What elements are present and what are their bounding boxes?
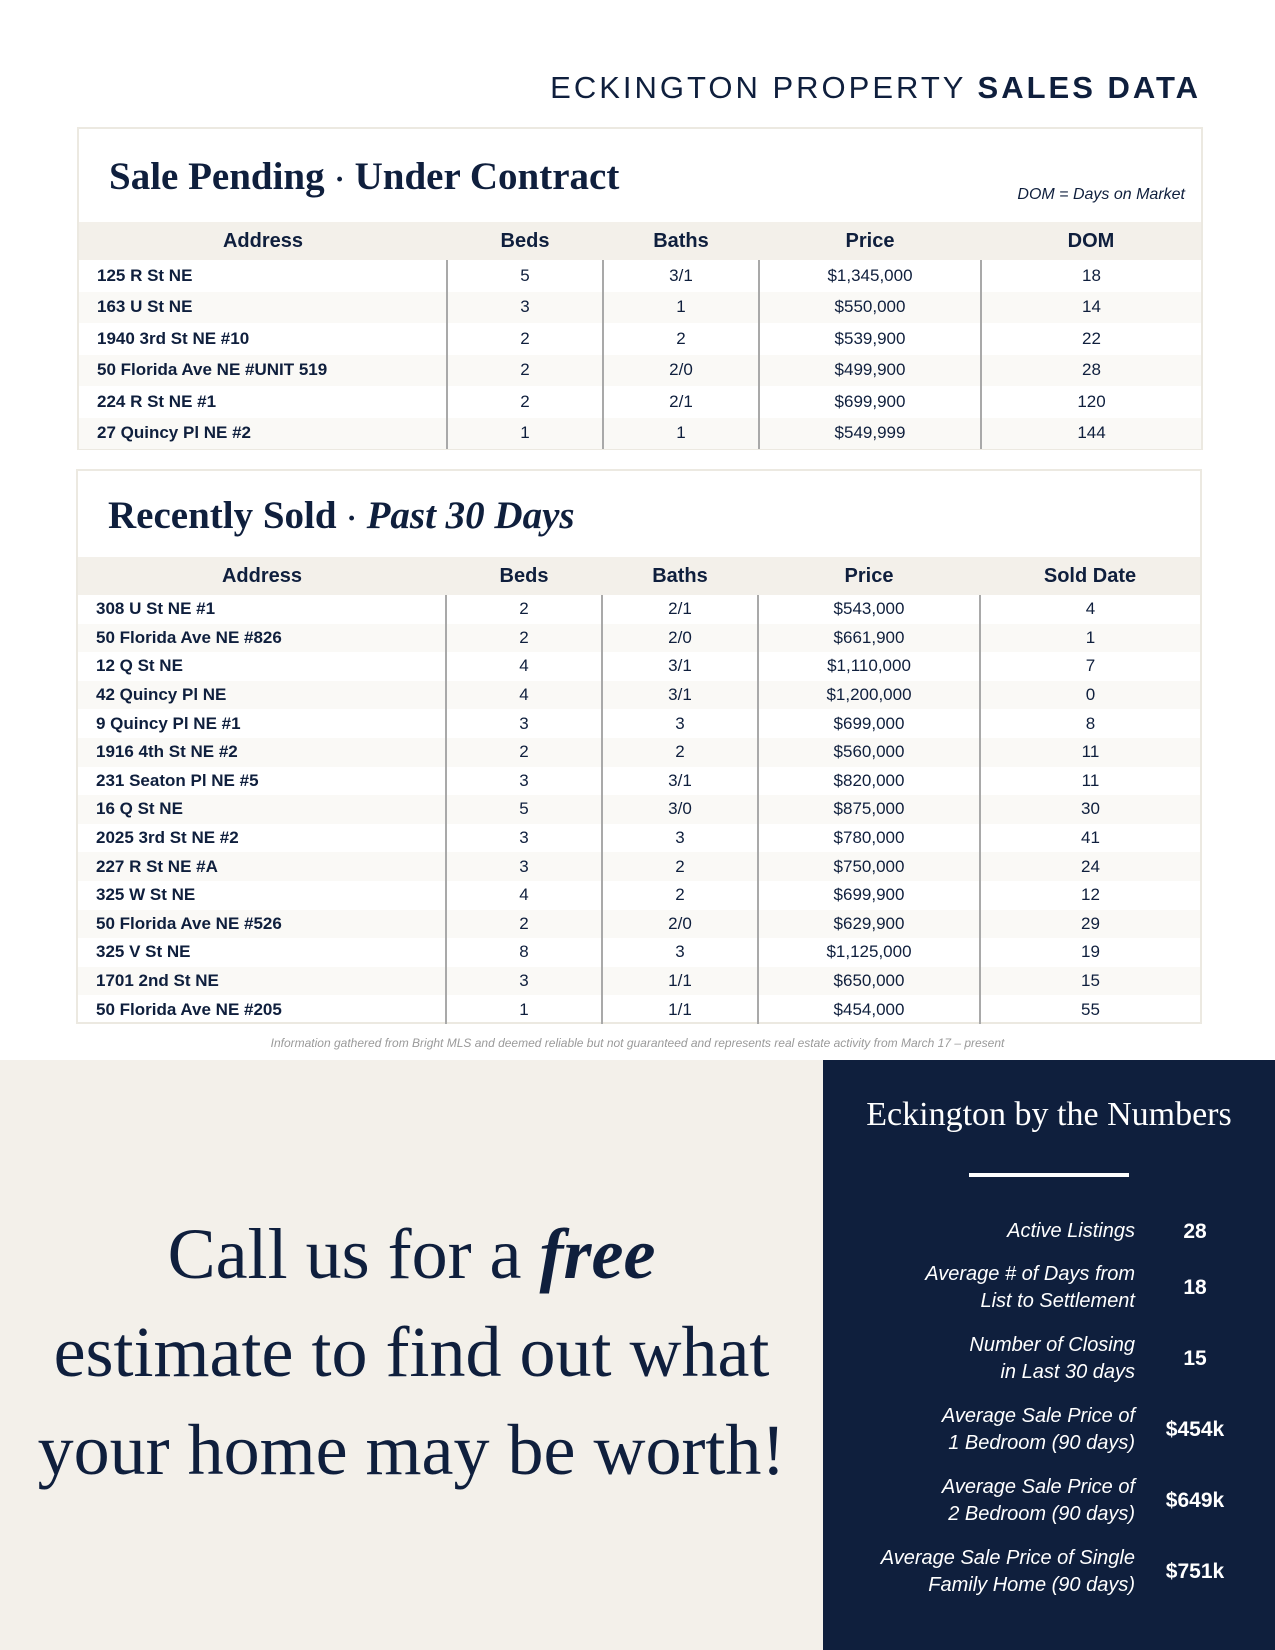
pending-col-address: Address — [79, 222, 447, 260]
table-row — [78, 995, 1200, 1024]
stat-days-to-settlement — [823, 1261, 1275, 1317]
table-row — [78, 624, 1200, 653]
cell-price: $629,900 — [758, 910, 980, 939]
cell-dom: 28 — [981, 355, 1201, 387]
cell-address: 50 Florida Ave NE #UNIT 519 — [79, 355, 447, 387]
sold-header-row — [78, 557, 1200, 595]
pending-heading-main: Sale Pending — [109, 155, 325, 198]
stat-value: $751k — [1165, 1560, 1225, 1583]
sold-col-baths: Baths — [602, 557, 758, 595]
cell-beds: 5 — [446, 795, 602, 824]
pending-header-row — [79, 222, 1201, 260]
stat-label-line: Average # of Days from — [925, 1263, 1135, 1285]
cell-dom: 18 — [981, 260, 1201, 292]
cell-baths: 2 — [602, 738, 758, 767]
cell-price: $780,000 — [758, 824, 980, 853]
title-divider — [969, 1173, 1129, 1177]
cell-price: $661,900 — [758, 624, 980, 653]
cell-beds: 4 — [446, 881, 602, 910]
cell-beds: 8 — [446, 938, 602, 967]
stat-label-line: Family Home (90 days) — [928, 1574, 1135, 1596]
pending-heading-separator: · — [334, 163, 345, 196]
cell-sold-date: 11 — [980, 738, 1200, 767]
cell-address: 163 U St NE — [79, 292, 447, 324]
table-row — [78, 938, 1200, 967]
cell-sold-date: 8 — [980, 709, 1200, 738]
cell-price: $820,000 — [758, 767, 980, 796]
stat-label — [875, 1218, 1135, 1245]
cell-baths: 1/1 — [602, 995, 758, 1024]
cell-beds: 1 — [447, 418, 603, 450]
cell-address: 12 Q St NE — [96, 656, 183, 676]
cell-address: 2025 3rd St NE #2 — [96, 828, 239, 848]
cell-dom: 144 — [981, 418, 1201, 450]
stat-value: 15 — [1183, 1347, 1207, 1370]
cell-beds: 2 — [446, 624, 602, 653]
cta-text — [0, 1205, 823, 1499]
pending-col-dom: DOM — [981, 222, 1201, 260]
cell-address: 227 R St NE #A — [78, 852, 446, 881]
cell-baths: 3/1 — [602, 767, 758, 796]
sold-heading — [108, 493, 575, 538]
cell-baths: 2/0 — [603, 355, 759, 387]
table-row — [78, 824, 1200, 853]
stat-label-line: 1 Bedroom (90 days) — [948, 1432, 1135, 1454]
cell-sold-date: 0 — [980, 681, 1200, 710]
table-row — [79, 323, 1201, 355]
cell-baths: 1 — [603, 418, 759, 450]
cell-baths: 2 — [602, 852, 758, 881]
cell-sold-date: 41 — [980, 824, 1200, 853]
table-row — [78, 652, 1200, 681]
cell-address: 50 Florida Ave NE #205 — [96, 999, 282, 1019]
stat-label-line: List to Settlement — [980, 1290, 1135, 1312]
cell-price: $549,999 — [759, 418, 981, 450]
sold-col-sold-date: Sold Date — [980, 557, 1200, 595]
cell-sold-date: 11 — [980, 767, 1200, 796]
sold-col-price: Price — [758, 557, 980, 595]
cell-baths: 3/1 — [602, 681, 758, 710]
table-row — [79, 292, 1201, 324]
pending-heading — [109, 154, 619, 199]
cell-address: 50 Florida Ave NE #526 — [78, 910, 446, 939]
cell-price: $1,345,000 — [759, 260, 981, 292]
table-row — [79, 260, 1201, 292]
cta-line-2: estimate to find out what — [53, 1312, 770, 1392]
cell-price: $699,000 — [758, 709, 980, 738]
table-row — [79, 386, 1201, 418]
page-title — [550, 70, 1201, 106]
pending-col-baths: Baths — [603, 222, 759, 260]
cell-address: 125 R St NE — [97, 265, 193, 285]
stat-value: $649k — [1165, 1489, 1225, 1512]
cell-price: $875,000 — [758, 795, 980, 824]
dom-note: DOM = Days on Market — [1017, 186, 1185, 203]
cell-baths: 2/1 — [602, 595, 758, 624]
cell-beds: 2 — [447, 355, 603, 387]
pending-table-body — [79, 260, 1201, 449]
table-row — [78, 709, 1200, 738]
table-row — [78, 595, 1200, 624]
cell-price: $699,900 — [759, 386, 981, 418]
cta-line-3: your home may be worth! — [37, 1410, 786, 1490]
table-row — [78, 795, 1200, 824]
cell-baths: 2/0 — [602, 624, 758, 653]
cell-address: 224 R St NE #1 — [97, 391, 217, 411]
stat-label — [875, 1545, 1135, 1599]
cell-sold-date: 15 — [980, 967, 1200, 996]
cell-baths: 2/1 — [603, 386, 759, 418]
sold-panel — [76, 469, 1202, 1024]
stat-label — [875, 1261, 1135, 1315]
cell-sold-date: 7 — [980, 652, 1200, 681]
cell-baths: 3/1 — [602, 652, 758, 681]
cell-dom: 120 — [981, 386, 1201, 418]
stat-active-listings — [823, 1218, 1275, 1248]
table-row — [78, 681, 1200, 710]
cell-address: 42 Quincy Pl NE — [78, 681, 446, 710]
cell-beds: 2 — [446, 595, 602, 624]
table-row — [78, 738, 1200, 767]
cell-address: 1940 3rd St NE #10 — [97, 328, 250, 348]
stat-label — [875, 1474, 1135, 1528]
cell-dom: 14 — [981, 292, 1201, 324]
stat-value: 28 — [1183, 1220, 1207, 1243]
stat-label-line: in Last 30 days — [1000, 1361, 1135, 1383]
stat-label-line: Average Sale Price of — [941, 1476, 1135, 1498]
stat-label-line: Active Listings — [1007, 1220, 1135, 1242]
cell-beds: 3 — [446, 967, 602, 996]
cell-price: $1,110,000 — [758, 652, 980, 681]
cell-sold-date: 29 — [980, 910, 1200, 939]
stat-label-line: Average Sale Price of — [941, 1405, 1135, 1427]
cell-price: $1,125,000 — [758, 938, 980, 967]
cell-address: 1916 4th St NE #2 — [78, 738, 446, 767]
sold-heading-separator: · — [346, 502, 357, 535]
cell-baths: 1 — [603, 292, 759, 324]
cell-price: $543,000 — [758, 595, 980, 624]
cell-baths: 3 — [602, 824, 758, 853]
cell-address: 27 Quincy Pl NE #2 — [79, 418, 447, 450]
table-row — [78, 967, 1200, 996]
pending-col-price: Price — [759, 222, 981, 260]
sold-col-beds: Beds — [446, 557, 602, 595]
stat-value: $454k — [1165, 1418, 1225, 1441]
stat-avg-price-single-family — [823, 1545, 1275, 1601]
cell-sold-date: 24 — [980, 852, 1200, 881]
cta-line-1-text: Call us for a — [167, 1214, 540, 1294]
table-row — [78, 910, 1200, 939]
cell-address: 1701 2nd St NE — [78, 967, 446, 996]
cell-beds: 2 — [446, 910, 602, 939]
stat-label — [875, 1332, 1135, 1386]
cell-baths: 3 — [602, 709, 758, 738]
cell-beds: 2 — [447, 386, 603, 418]
pending-table — [79, 222, 1201, 449]
page-title-bold: SALES DATA — [977, 70, 1201, 105]
cell-sold-date: 1 — [980, 624, 1200, 653]
pending-col-beds: Beds — [447, 222, 603, 260]
sold-heading-main: Recently Sold — [108, 494, 337, 537]
sold-heading-sub: Past 30 Days — [366, 494, 575, 537]
cell-dom: 22 — [981, 323, 1201, 355]
cell-price: $560,000 — [758, 738, 980, 767]
table-row — [79, 418, 1201, 450]
cell-beds: 3 — [446, 709, 602, 738]
stat-value: 18 — [1183, 1276, 1207, 1299]
table-row — [78, 881, 1200, 910]
cell-price: $650,000 — [758, 967, 980, 996]
numbers-title: Eckington by the Numbers — [866, 1096, 1232, 1133]
cell-baths: 3 — [602, 938, 758, 967]
stat-avg-price-2-bedroom — [823, 1474, 1275, 1530]
cell-baths: 2 — [602, 881, 758, 910]
sold-table — [78, 557, 1200, 1024]
cell-sold-date: 19 — [980, 938, 1200, 967]
cell-beds: 5 — [447, 260, 603, 292]
cell-address: 16 Q St NE — [78, 795, 446, 824]
cell-baths: 3/0 — [602, 795, 758, 824]
stat-label — [875, 1403, 1135, 1457]
cell-baths: 2 — [603, 323, 759, 355]
cell-price: $550,000 — [759, 292, 981, 324]
cell-beds: 3 — [447, 292, 603, 324]
table-row — [78, 767, 1200, 796]
cell-beds: 4 — [446, 652, 602, 681]
cell-price: $699,900 — [758, 881, 980, 910]
cell-address: 325 W St NE — [96, 885, 196, 905]
pending-panel — [77, 127, 1203, 450]
stat-label-line: 2 Bedroom (90 days) — [948, 1503, 1135, 1525]
cell-baths: 1/1 — [602, 967, 758, 996]
cell-price: $539,900 — [759, 323, 981, 355]
cell-beds: 3 — [446, 767, 602, 796]
cell-price: $1,200,000 — [758, 681, 980, 710]
cell-beds: 3 — [446, 852, 602, 881]
cell-beds: 2 — [447, 323, 603, 355]
stat-label-line: Number of Closing — [969, 1334, 1135, 1356]
cell-address: 9 Quincy Pl NE #1 — [96, 713, 241, 733]
cell-baths: 2/0 — [602, 910, 758, 939]
cell-address: 50 Florida Ave NE #826 — [78, 624, 446, 653]
cell-baths: 3/1 — [603, 260, 759, 292]
cta-line-1 — [0, 1205, 823, 1303]
page-title-light: ECKINGTON PROPERTY — [550, 70, 966, 105]
cell-beds: 3 — [446, 824, 602, 853]
sold-table-body — [78, 595, 1200, 1024]
cell-address: 325 V St NE — [96, 942, 191, 962]
stat-avg-price-1-bedroom — [823, 1403, 1275, 1459]
disclaimer: Information gathered from Bright MLS and deemed reliable but not guaranteed and represents real estate activity from March 17 – present — [270, 1036, 1005, 1050]
cell-sold-date: 4 — [980, 595, 1200, 624]
table-row — [78, 852, 1200, 881]
sold-col-address: Address — [78, 557, 446, 595]
pending-heading-sub: Under Contract — [354, 155, 620, 198]
cell-price: $454,000 — [758, 995, 980, 1024]
cell-address: 308 U St NE #1 — [96, 599, 216, 619]
cell-beds: 4 — [446, 681, 602, 710]
stat-closings-30-days — [823, 1332, 1275, 1388]
table-row — [79, 355, 1201, 387]
cell-price: $750,000 — [758, 852, 980, 881]
cell-sold-date: 12 — [980, 881, 1200, 910]
cell-address: 231 Seaton Pl NE #5 — [96, 770, 259, 790]
cell-beds: 2 — [446, 738, 602, 767]
cell-sold-date: 30 — [980, 795, 1200, 824]
cta-free: free — [539, 1214, 656, 1294]
numbers-panel — [823, 1060, 1275, 1650]
cell-beds: 1 — [446, 995, 602, 1024]
cell-sold-date: 55 — [980, 995, 1200, 1024]
cell-price: $499,900 — [759, 355, 981, 387]
stat-label-line: Average Sale Price of Single — [880, 1547, 1135, 1569]
